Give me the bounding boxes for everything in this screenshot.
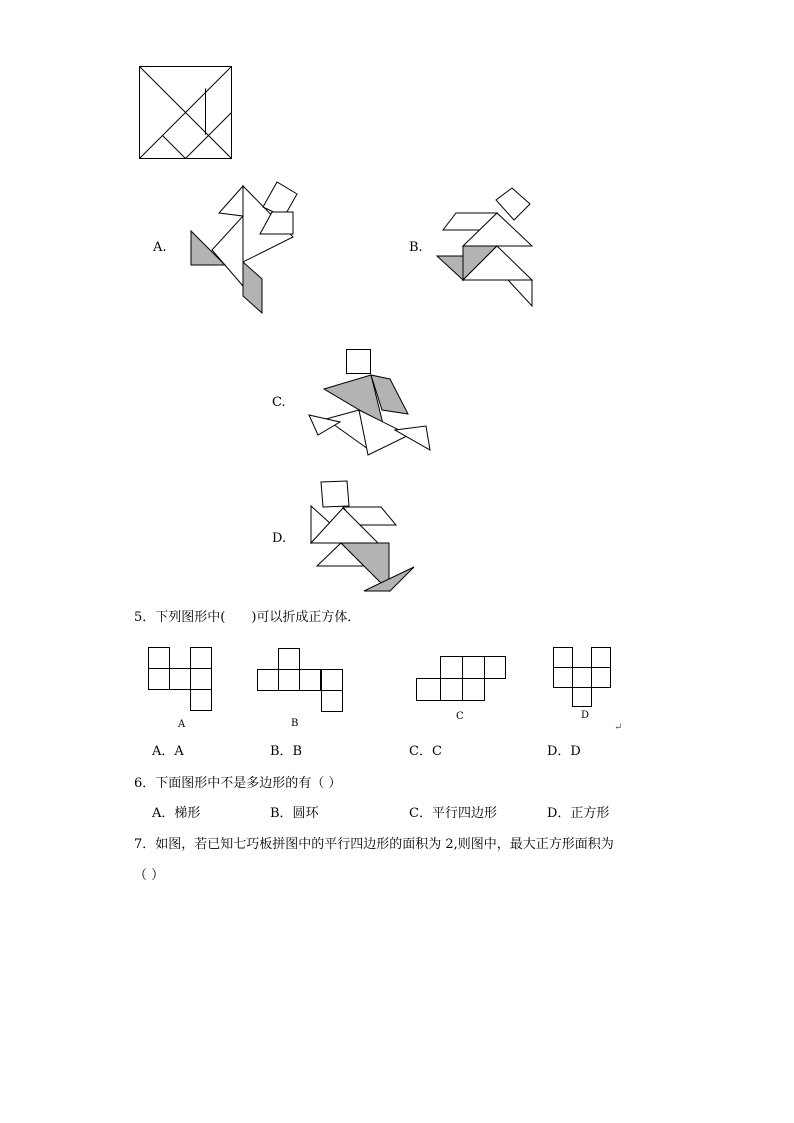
figure-c-label: C. [272,395,286,410]
q5-option-d[interactable]: D．D [547,744,581,759]
q6-option-b[interactable]: B．圆环 [270,806,319,821]
figure-d-label: D. [272,531,287,546]
q6-option-c[interactable]: C．平行四边形 [409,806,497,821]
return-mark: ↵ [614,722,623,733]
q6-option-d[interactable]: D．正方形 [547,806,610,821]
net-a [149,648,212,711]
net-c-label: C [456,711,464,722]
question-5-text: 5．下列图形中( )可以折成正方体． [134,610,361,625]
net-a-label: A [178,719,186,730]
net-c [417,657,506,701]
net-b-label: B [291,718,299,729]
question-7-text: 7．如图，若已知七巧板拼图中的平行四边形的面积为 2,则图中，最大正方形面积为 [134,837,614,852]
q5-option-b[interactable]: B．B [270,744,303,759]
question-7-blank: （ ） [134,868,165,883]
q6-option-a[interactable]: A．梯形 [152,806,201,821]
net-d-label: D [581,710,590,721]
q5-option-a[interactable]: A．A [152,744,184,759]
figure-a-label: A. [153,240,167,255]
question-6-text: 6．下面图形中不是多边形的有（ ） [134,776,342,791]
q5-option-c[interactable]: C．C [409,744,442,759]
figure-b-label: B. [409,240,423,255]
net-d [554,648,611,707]
net-b [258,649,343,712]
